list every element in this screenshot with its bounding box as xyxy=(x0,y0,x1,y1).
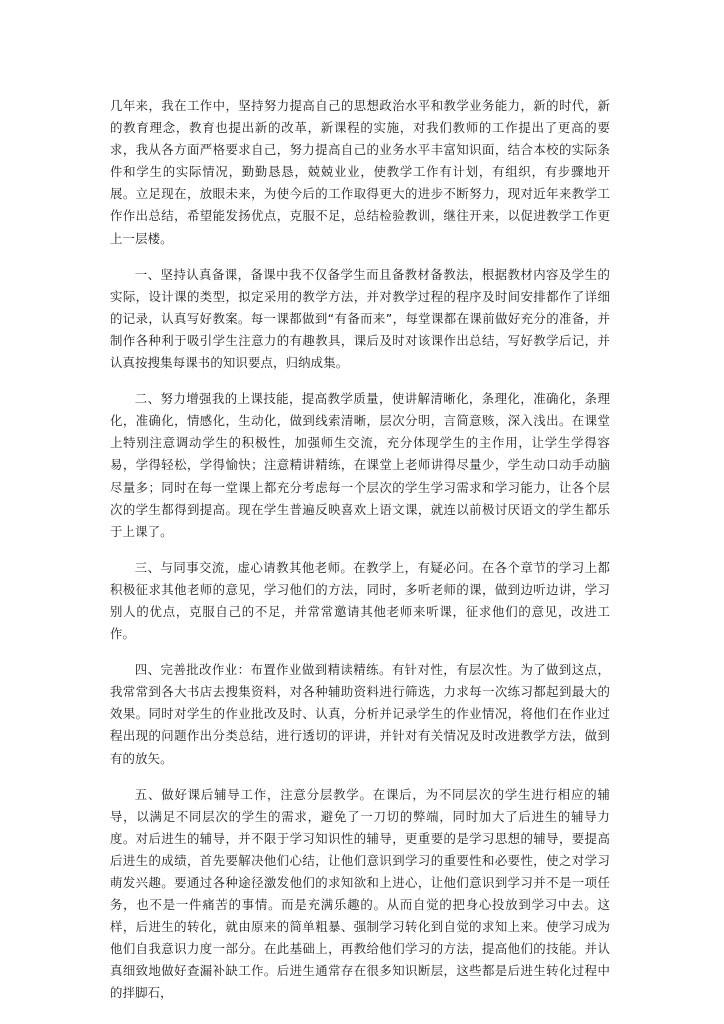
section-1-paragraph: 一、坚持认真备课，备课中我不仅备学生而且备教材备教法，根据教材内容及学生的实际，设计课的类型，拟定采用的教学方法，并对教学过程的程序及时间安排都作了详细的记录，认真写好教案。每一课都做到“有备而来”，每堂课都在课前做好充分的准备，并制作各种利于吸引学生注意力的有趣教具，课后及时对该课作出总结，写好教学后记，并认真按搜集每课书的知识要点，归纳成集。 xyxy=(110,266,610,371)
section-5-paragraph: 五、做好课后辅导工作，注意分层教学。在课后，为不同层次的学生进行相应的辅导，以满足不同层次的学生的需求，避免了一刀切的弊端，同时加大了后进生的辅导力度。对后进生的辅导，并不限于学习知识性的辅导，更重要的是学习思想的辅导，要提高后进生的成绩，首先要解决他们心结，让他们意识到学习的重要性和必要性，使之对学习萌发兴趣。要通过各种途径激发他们的求知欲和上进心，让他们意识到学习并不是一项任务，也不是一件痛苦的事情。而是充满乐趣的。从而自觉的把身心投放到学习中去。这样，后进生的转化，就由原来的简单粗暴、强制学习转化到自觉的求知上来。使学习成为他们自我意识力度一部分。在此基础上，再教给他们学习的方法，提高他们的技能。并认真细致地做好查漏补缺工作。后进生通常存在很多知识断层，这些都是后进生转化过程中的拌脚石， xyxy=(110,786,610,1001)
document-body xyxy=(110,95,610,1019)
section-4-paragraph: 四、完善批改作业：布置作业做到精读精练。有针对性，有层次性。为了做到这点，我常常到各大书店去搜集资料，对各种辅助资料进行筛选，力求每一次练习都起到最大的效果。同时对学生的作业批改及时、认真，分析并记录学生的作业情况，将他们在作业过程出现的问题作出分类总结，进行透切的评讲，并针对有关情况及时改进教学方法，做到有的放矢。 xyxy=(110,662,610,766)
section-3-paragraph: 三、与同事交流，虚心请教其他老师。在教学上，有疑必问。在各个章节的学习上都积极征求其他老师的意见，学习他们的方法，同时，多听老师的课，做到边听边讲，学习别人的优点，克服自己的不足，并常常邀请其他老师来听课，征求他们的意见，改进工作。 xyxy=(110,559,610,642)
section-2-paragraph: 二、努力增强我的上课技能，提高教学质量，使讲解清晰化，条理化，准确化，条理化，准确化，情感化，生动化，做到线索清晰，层次分明，言简意赅，深入浅出。在课堂上特别注意调动学生的积极性，加强师生交流，充分体现学生的主作用，让学生学得容易，学得轻松，学得愉快；注意精讲精练，在课堂上老师讲得尽量少，学生动口动手动脑尽量多；同时在每一堂课上都充分考虑每一个层次的学生学习需求和学习能力，让各个层次的学生都得到提高。现在学生普遍反映喜欢上语文课，就连以前极讨厌语文的学生都乐于上课了。 xyxy=(110,391,610,539)
intro-paragraph: 几年来，我在工作中，坚持努力提高自己的思想政治水平和教学业务能力，新的时代，新的教育理念，教育也提出新的改革，新课程的实施，对我们教师的工作提出了更高的要求，我从各方面严格要求自己，努力提高自己的业务水平丰富知识面，结合本校的实际条件和学生的实际情况，勤勤恳恳，兢兢业业，使教学工作有计划，有组织，有步骤地开展。立足现在，放眼未来，为使今后的工作取得更大的进步不断努力，现对近年来教学工作作出总结，希望能发扬优点，克服不足，总结检验教训，继往开来，以促进教学工作更上一层楼。 xyxy=(110,98,610,246)
